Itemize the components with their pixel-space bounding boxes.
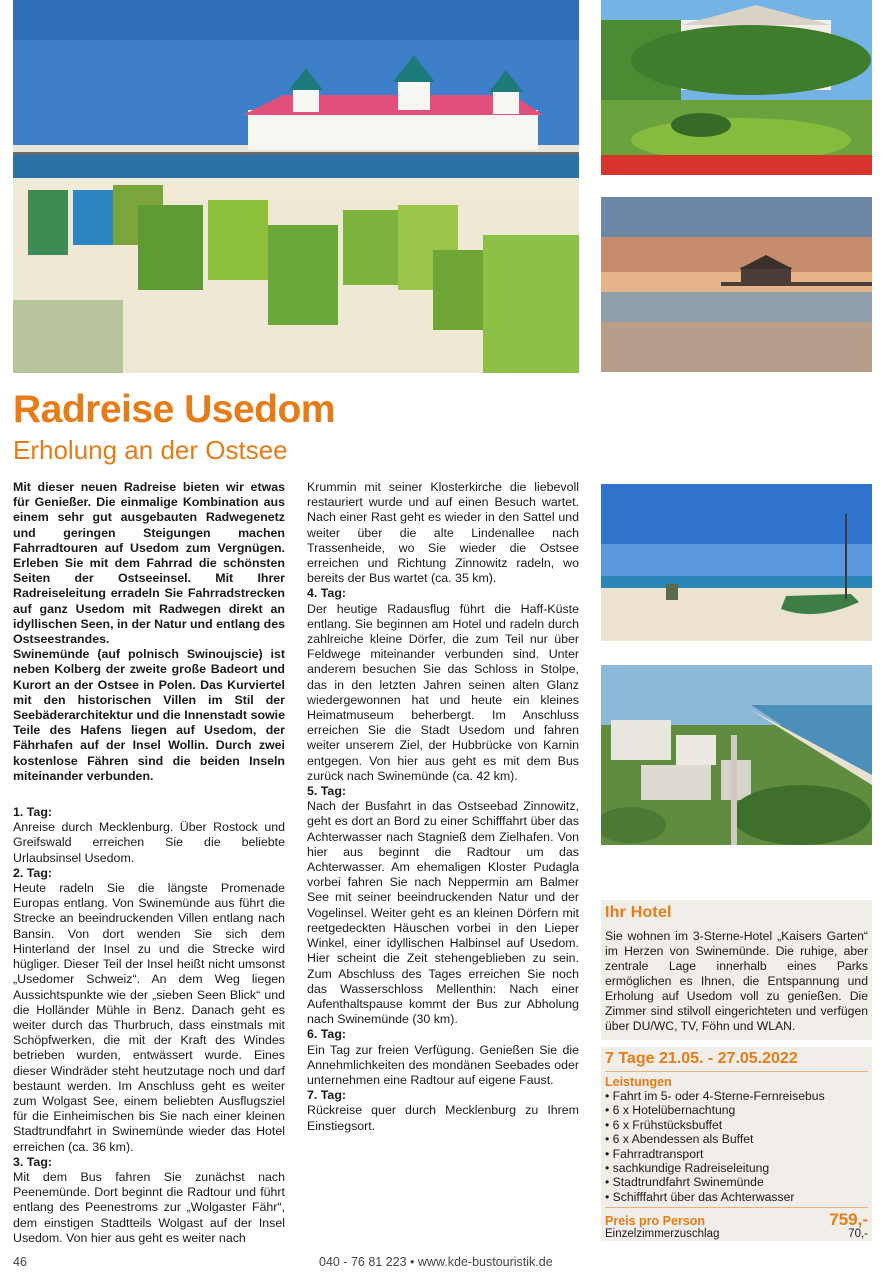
service-item: • Fahrradtransport [605,1147,868,1161]
price-label: Preis pro Person [605,1214,706,1229]
day-text: Krummin mit seiner Klosterkirche die liebevoll restauriert wurde und auf einen Besuch wartet. Nach einer Rast geht es wieder in den Sattel und weiter über die alte Lindenallee nach Trassenheide, wo Sie wieder die Ostsee erreichen und Richtung Zinnowitz radeln, wo bereits der Bus wartet (ca. 35 km). [307,480,579,586]
day-text: Heute radeln Sie die längste Promenade Europas entlang. Von Swinemünde aus führt die Strecke an beeindruckenden Villen entlang nach Bansin. Von dort wenden Sie sich dem Hinterland der Insel zu und die Strecke wird hügliger. Dieser Teil der Insel heißt nicht umsonst „Usedomer Schweiz“. An dem Weg liegen Aussichtspunkte wie der „sieben Seen Blick“ und die Holländer Mühle in Benz. Danach geht es weiter durch das Thurbruch, dass einstmals mit Schöpfwerken, die mit der Kraft des Windes betrieben wurden, entwässert wurde. Eines dieser Windräder steht heutzutage noch und darf bestaunt werden. Im Anschluss geht es weiter zum Wolgast See, einem beliebten Ausflugsziel für die Einheimischen bis Sie nach einer kleinen Stadtrundfahrt in Swinemünde wieder das Hotel erreichen (ca. 36 km). [13,881,285,1154]
service-item: • 6 x Abendessen als Buffet [605,1132,868,1146]
service-item: • Stadtrundfahrt Swinemünde [605,1175,868,1189]
hotel-heading: Ihr Hotel [605,904,672,921]
page-number: 46 [13,1255,27,1269]
hero-photo-pier-beach [13,0,579,373]
services-list [605,1089,868,1204]
hotel-text: Sie wohnen im 3-Sterne-Hotel „Kaisers Garten“ im Herzen von Swinemünde. Die ruhige, aber zentrale Lage innerhalb eines Parks ermöglichen es Ihnen, die Entspannung und Erholung auf Usedom voll zu genießen. Die Zimmer sind stilvoll eingerichteten und verfügen über DU/WC, TV, Föhn und WLAN. [605,929,868,1033]
supplement-label: Einzelzimmerzuschlag [605,1228,720,1241]
text-column-2 [307,480,579,1134]
day-text: Der heutige Radausflug führt die Haff-Küste entlang. Sie beginnen am Hotel und radeln durch zahlreiche kleine Dörfer, die zum Teil nur über Feldwege miteinander verbunden sind. Unter anderem besuchen Sie das Schloss in Stolpe, das in den letzten Jahren seinen alten Glanz wiedergewonnen hat und heute ein kleines Heimatmuseum beherbergt. Im Anschluss erreichen Sie die Stadt Usedom und fahren weiter unserem Ziel, der Hubbrücke von Karnin entgegen. Von hier aus geht es mit dem Bus zurück nach Swinemünde (ca. 42 km). [307,601,579,783]
trip-info-box [601,1047,872,1241]
text-column-1 [13,480,285,1246]
service-item: • Schifffahrt über das Achterwasser [605,1190,868,1204]
intro-text [13,480,285,784]
intro-paragraph: Swinemünde (auf polnisch Swinoujscie) ist neben Kolberg der zweite große Badeort und Kurort an der Ostsee in Polen. Das Kurviertel mit den historischen Villen im Stil der Seebäderarchitektur und die Innenstadt sowie Teile des Hafens liegen auf Usedom, der Fährhafen auf der Insel Wollin. Durch zwei kostenlose Fähren sind die beiden Inseln miteinander verbunden. [13,647,285,783]
day-heading: 3. Tag: [13,1154,53,1169]
day-heading: 6. Tag: [307,1027,347,1042]
day-heading: 2. Tag: [13,865,53,880]
day-heading: 5. Tag: [307,784,347,799]
service-item: • Fahrt im 5- oder 4-Sterne-Fernreisebus [605,1089,868,1103]
day-heading: 7. Tag: [307,1088,347,1103]
day-text: Nach der Busfahrt in das Ostseebad Zinnowitz, geht es dort an Bord zu einer Schifffahrt über das Achterwasser nach Stagnieß dem Zielhafen. Von hier aus beginnt die Radtour um das Achterwasser. Am ehemaligen Kloster Pudagla vorbei fahren Sie nach Neppermin am Balmer See mit seiner beeindruckenden Natur und der Vogelinsel. Weiter geht es an kleinen Dörfern mit reetgedeckten Häuschen vorbei in den Lieper Winkel, einer idyllischen Halbinsel auf Usedom. Hier scheint die Zeit stehengeblieben zu sein. Zum Abschluss des Tages erreichen Sie noch das Wasserschloss Mellenthin: Nach einer Aufenthaltspause kommt der Bus zur Abholung nach Swinemünde (30 km). [307,799,579,1027]
photo-beach-boat [601,484,872,641]
services-heading: Leistungen [605,1075,672,1089]
day-heading: 1. Tag: [13,805,53,820]
photo-aerial-town [601,665,872,845]
footer-contact: 040 - 76 81 223 • www.kde-bustouristik.de [319,1255,553,1269]
photo-villa-garden [601,0,872,175]
day-text: Mit dem Bus fahren Sie zunächst nach Peenemünde. Dort beginnt die Radtour und führt entlang des Peenestroms zur „Wolgaster Fähr“, dem einstigen Stadtteils Wolgast auf der Insel Usedom. Von hier aus geht es weiter nach [13,1169,285,1245]
photo-pier-sunset [601,197,872,372]
hotel-info-box [601,900,872,1040]
day-text: Ein Tag zur freien Verfügung. Genießen Sie die Annehmlichkeiten des mondänen Seebades oder unternehmen eine Radtour auf eigene Faust. [307,1042,579,1087]
trip-dates-heading: 7 Tage 21.05. - 27.05.2022 [605,1050,868,1072]
service-item: • 6 x Frühstücksbuffet [605,1118,868,1132]
intro-paragraph: Mit dieser neuen Radreise bieten wir etwas für Genießer. Die einmalige Kombination aus einem sehr gut ausgebauten Radwegenetz und geringen Steigungen machen Fahrradtouren auf Usedom zum Vergnügen. Erleben Sie mit dem Fahrrad die schönsten Seiten der Ostseeinsel. Mit Ihrer Radreiseleitung erradeln Sie Fahrradstrecken auf ganz Usedom mit Radwegen direkt an idyllischen Seen, in der Natur und entlang des Ostseestrandes. [13,480,285,647]
price-row [605,1207,868,1230]
service-item: • sachkundige Radreiseleitung [605,1161,868,1175]
day-text: Rückreise quer durch Mecklenburg zu Ihrem Einstiegsort. [307,1103,579,1133]
day-text: Anreise durch Mecklenburg. Über Rostock und Greifswald erreichen Sie die beliebte Urlaubsinsel Usedom. [13,820,285,865]
supplement-value: 70,- [848,1228,868,1241]
page-subtitle: Erholung an der Ostsee [13,435,288,465]
price-value: 759,- [829,1210,868,1230]
day-heading: 4. Tag: [307,586,347,601]
page-title: Radreise Usedom [13,388,335,431]
service-item: • 6 x Hotelübernachtung [605,1103,868,1117]
